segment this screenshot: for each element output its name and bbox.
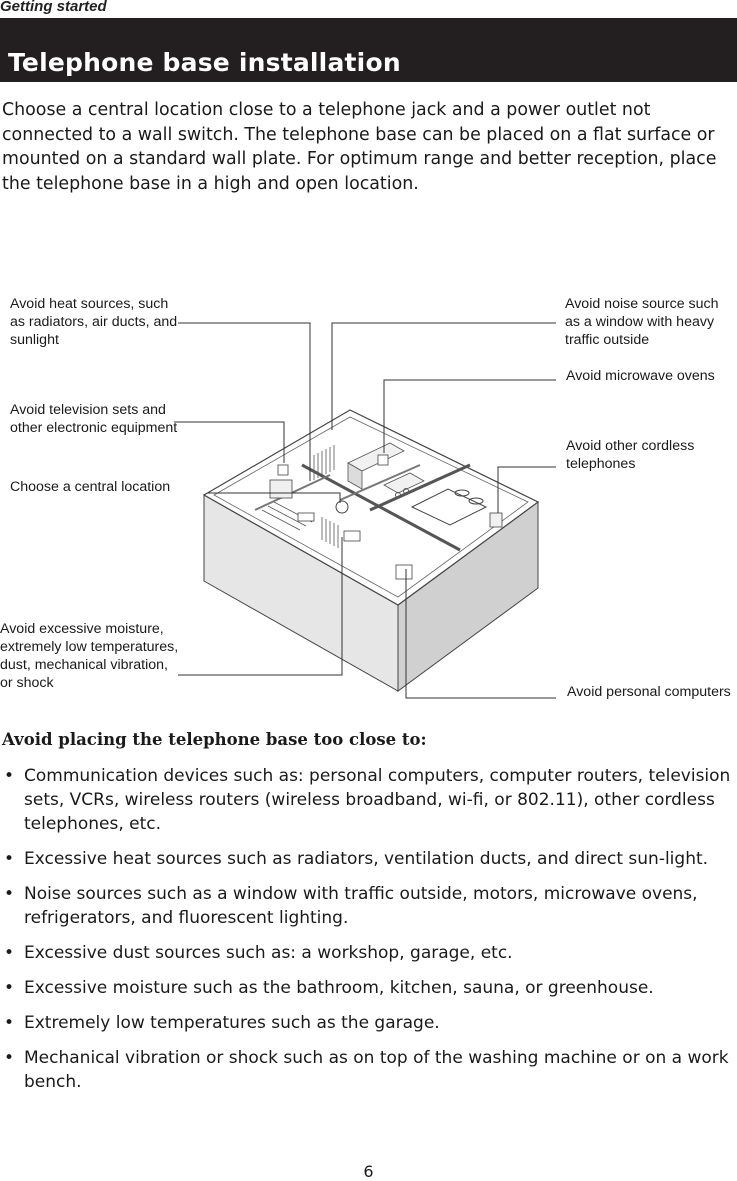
page-number: 6 [363,1162,374,1181]
page-title: Telephone base installation [8,48,401,77]
list-item: • Extremely low temperatures such as the garage. [4,1013,440,1033]
list-item: • Excessive heat sources such as radiators, ventilation ducts, and direct sun-light. [4,849,709,869]
callout-noise-source: Avoid noise source such as a window with heavy traffic outside [565,296,719,348]
list-item: • Noise sources such as a window with traffic outside, motors, microwave ovens, refrigerators, and fluorescent lighting. [4,884,698,928]
callout-personal-computers: Avoid personal computers [567,684,731,700]
list-item: • Mechanical vibration or shock such as on top of the washing machine or on a work bench. [4,1048,729,1092]
avoid-heading: Avoid placing the telephone base too close to: [2,730,427,749]
list-item: • Communication devices such as: personal computers, computer routers, television sets, VCRs, wireless routers (wireless broadband, wi-fi, or 802.11), other cordless telephones, etc. [4,766,731,834]
section-label: Getting started [0,0,107,15]
intro-paragraph: Choose a central location close to a telephone jack and a power outlet not connected to a wall switch. The telephone base can be placed on a flat surface or mounted on a standard wall plate. For optimum range and better reception, place the telephone base in a high and open location. [2,100,717,194]
callout-cordless: Avoid other cordless telephones [566,438,695,472]
callout-heat-sources: Avoid heat sources, such as radiators, air ducts, and sunlight [10,296,178,348]
callout-microwave: Avoid microwave ovens [566,368,715,384]
list-item: • Excessive moisture such as the bathroom, kitchen, sauna, or greenhouse. [4,978,654,998]
callout-central-location: Choose a central location [10,479,171,495]
callout-moisture: Avoid excessive moisture, extremely low temperatures, dust, mechanical vibration, or shock [0,621,179,691]
title-bar [0,18,737,82]
floor-plan-diagram [0,285,737,705]
avoid-list [0,764,737,1105]
list-item: • Excessive dust sources such as: a workshop, garage, etc. [4,943,513,963]
callout-television: Avoid television sets and other electronic equipment [10,402,178,436]
